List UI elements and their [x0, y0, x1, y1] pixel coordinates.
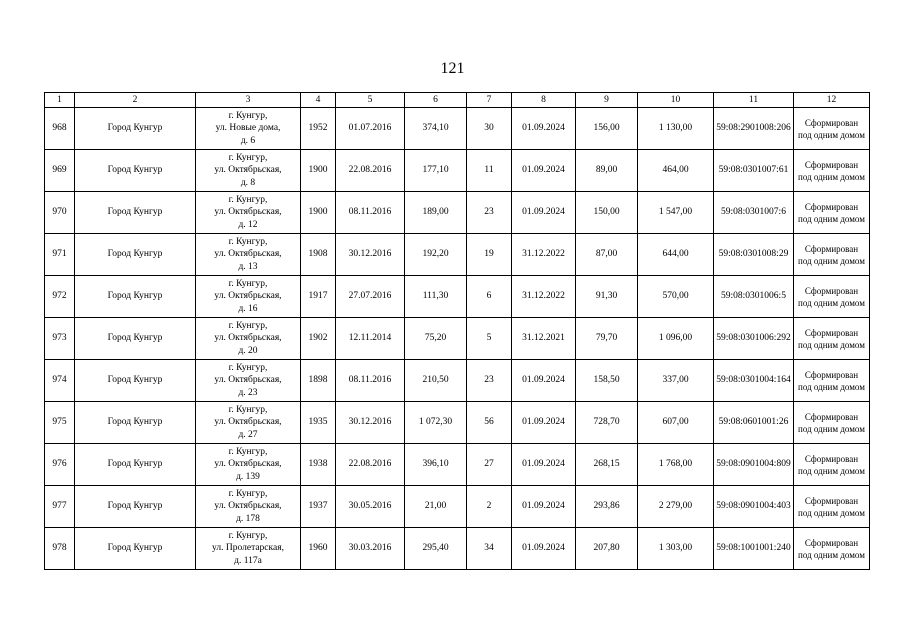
- column-header: 3: [196, 93, 301, 108]
- area-cell: 75,20: [405, 318, 467, 360]
- value2-cell: 337,00: [638, 360, 714, 402]
- date1-cell: 08.11.2016: [336, 360, 405, 402]
- status-line: под одним домом: [798, 171, 865, 182]
- value1-cell: 91,30: [576, 276, 638, 318]
- municipality-cell: Город Кунгур: [75, 234, 196, 276]
- date1-cell: 22.08.2016: [336, 150, 405, 192]
- table-row: [45, 276, 870, 318]
- municipality-cell: Город Кунгур: [75, 276, 196, 318]
- value2-cell: 1 130,00: [638, 108, 714, 150]
- value1-cell: 728,70: [576, 402, 638, 444]
- address-cell: [196, 486, 301, 528]
- address-line: д. 6: [240, 135, 256, 146]
- address-line: г. Кунгур,: [228, 488, 268, 499]
- status-line: под одним домом: [798, 213, 865, 224]
- address-line: д. 13: [238, 261, 258, 272]
- cadastral-number-cell: 59:08:1001001:240: [714, 528, 794, 570]
- status-line: под одним домом: [798, 255, 865, 266]
- status-cell: [794, 276, 870, 318]
- value2-cell: 570,00: [638, 276, 714, 318]
- date2-cell: 31.12.2021: [512, 318, 576, 360]
- column-header: 5: [336, 93, 405, 108]
- value2-cell: 464,00: [638, 150, 714, 192]
- address-line: ул. Октябрьская,: [214, 501, 282, 512]
- value2-cell: 607,00: [638, 402, 714, 444]
- count-cell: 2: [467, 486, 512, 528]
- value2-cell: 2 279,00: [638, 486, 714, 528]
- table-header-row: [45, 93, 870, 108]
- status-line: под одним домом: [798, 297, 865, 308]
- column-header: 12: [794, 93, 870, 108]
- row-number-cell: 975: [45, 402, 75, 444]
- municipality-cell: Город Кунгур: [75, 402, 196, 444]
- year-cell: 1902: [301, 318, 336, 360]
- value2-cell: 644,00: [638, 234, 714, 276]
- column-header: 9: [576, 93, 638, 108]
- area-cell: 374,10: [405, 108, 467, 150]
- status-cell: [794, 402, 870, 444]
- address-line: д. 117а: [234, 555, 262, 566]
- date1-cell: 08.11.2016: [336, 192, 405, 234]
- status-line: под одним домом: [798, 465, 865, 476]
- status-line: Сформирован: [804, 453, 859, 464]
- area-cell: 295,40: [405, 528, 467, 570]
- count-cell: 34: [467, 528, 512, 570]
- date1-cell: 12.11.2014: [336, 318, 405, 360]
- cadastral-number-cell: 59:08:0301007:61: [714, 150, 794, 192]
- address-line: ул. Октябрьская,: [214, 375, 282, 386]
- municipality-cell: Город Кунгур: [75, 486, 196, 528]
- status-line: Сформирован: [804, 117, 859, 128]
- value1-cell: 268,15: [576, 444, 638, 486]
- count-cell: 23: [467, 192, 512, 234]
- year-cell: 1937: [301, 486, 336, 528]
- address-cell: [196, 318, 301, 360]
- address-line: ул. Октябрьская,: [214, 207, 282, 218]
- value2-cell: 1 303,00: [638, 528, 714, 570]
- date2-cell: 01.09.2024: [512, 192, 576, 234]
- address-line: д. 12: [238, 219, 258, 230]
- address-cell: [196, 150, 301, 192]
- address-line: д. 8: [240, 177, 256, 188]
- area-cell: 21,00: [405, 486, 467, 528]
- status-cell: [794, 528, 870, 570]
- address-line: г. Кунгур,: [228, 110, 268, 121]
- address-line: г. Кунгур,: [228, 320, 268, 331]
- status-cell: [794, 318, 870, 360]
- value2-cell: 1 547,00: [638, 192, 714, 234]
- row-number-cell: 968: [45, 108, 75, 150]
- registry-table: [44, 92, 870, 570]
- cadastral-number-cell: 59:08:0301004:164: [714, 360, 794, 402]
- year-cell: 1938: [301, 444, 336, 486]
- status-line: Сформирован: [804, 159, 859, 170]
- address-line: д. 27: [238, 429, 258, 440]
- status-line: под одним домом: [798, 129, 865, 140]
- status-line: под одним домом: [798, 423, 865, 434]
- value1-cell: 87,00: [576, 234, 638, 276]
- column-header: 11: [714, 93, 794, 108]
- address-line: ул. Октябрьская,: [214, 249, 282, 260]
- column-header: 4: [301, 93, 336, 108]
- status-cell: [794, 486, 870, 528]
- date2-cell: 01.09.2024: [512, 360, 576, 402]
- status-cell: [794, 150, 870, 192]
- table-row: [45, 108, 870, 150]
- value1-cell: 158,50: [576, 360, 638, 402]
- column-header: 7: [467, 93, 512, 108]
- date2-cell: 31.12.2022: [512, 276, 576, 318]
- year-cell: 1935: [301, 402, 336, 444]
- address-line: д. 23: [238, 387, 258, 398]
- address-cell: [196, 108, 301, 150]
- area-cell: 177,10: [405, 150, 467, 192]
- column-header: 6: [405, 93, 467, 108]
- row-number-cell: 972: [45, 276, 75, 318]
- count-cell: 11: [467, 150, 512, 192]
- column-header: 2: [75, 93, 196, 108]
- value1-cell: 89,00: [576, 150, 638, 192]
- status-line: Сформирован: [804, 411, 859, 422]
- address-cell: [196, 402, 301, 444]
- municipality-cell: Город Кунгур: [75, 318, 196, 360]
- row-number-cell: 971: [45, 234, 75, 276]
- date1-cell: 30.12.2016: [336, 402, 405, 444]
- year-cell: 1917: [301, 276, 336, 318]
- date1-cell: 30.12.2016: [336, 234, 405, 276]
- year-cell: 1952: [301, 108, 336, 150]
- address-cell: [196, 192, 301, 234]
- municipality-cell: Город Кунгур: [75, 528, 196, 570]
- address-line: г. Кунгур,: [228, 236, 268, 247]
- cadastral-number-cell: 59:08:0301006:292: [714, 318, 794, 360]
- row-number-cell: 977: [45, 486, 75, 528]
- row-number-cell: 978: [45, 528, 75, 570]
- address-line: г. Кунгур,: [228, 446, 268, 457]
- value1-cell: 156,00: [576, 108, 638, 150]
- municipality-cell: Город Кунгур: [75, 360, 196, 402]
- date2-cell: 01.09.2024: [512, 402, 576, 444]
- row-number-cell: 974: [45, 360, 75, 402]
- status-line: под одним домом: [798, 381, 865, 392]
- column-header: 10: [638, 93, 714, 108]
- date2-cell: 01.09.2024: [512, 486, 576, 528]
- address-line: д. 16: [238, 303, 258, 314]
- area-cell: 192,20: [405, 234, 467, 276]
- column-header: 1: [45, 93, 75, 108]
- date1-cell: 27.07.2016: [336, 276, 405, 318]
- row-number-cell: 969: [45, 150, 75, 192]
- date1-cell: 01.07.2016: [336, 108, 405, 150]
- count-cell: 5: [467, 318, 512, 360]
- count-cell: 6: [467, 276, 512, 318]
- municipality-cell: Город Кунгур: [75, 192, 196, 234]
- status-cell: [794, 234, 870, 276]
- area-cell: 396,10: [405, 444, 467, 486]
- status-line: Сформирован: [804, 495, 859, 506]
- address-line: д. 20: [238, 345, 258, 356]
- date1-cell: 30.05.2016: [336, 486, 405, 528]
- address-line: г. Кунгур,: [228, 362, 268, 373]
- address-line: г. Кунгур,: [228, 530, 268, 541]
- cadastral-number-cell: 59:08:0601001:26: [714, 402, 794, 444]
- year-cell: 1908: [301, 234, 336, 276]
- address-line: ул. Октябрьская,: [214, 417, 282, 428]
- address-line: д. 139: [236, 471, 260, 482]
- count-cell: 27: [467, 444, 512, 486]
- value1-cell: 293,86: [576, 486, 638, 528]
- address-cell: [196, 276, 301, 318]
- cadastral-number-cell: 59:08:0301007:6: [714, 192, 794, 234]
- cadastral-number-cell: 59:08:2901008:206: [714, 108, 794, 150]
- address-line: ул. Октябрьская,: [214, 291, 282, 302]
- address-line: г. Кунгур,: [228, 194, 268, 205]
- year-cell: 1900: [301, 150, 336, 192]
- value1-cell: 79,70: [576, 318, 638, 360]
- date2-cell: 31.12.2022: [512, 234, 576, 276]
- year-cell: 1960: [301, 528, 336, 570]
- date2-cell: 01.09.2024: [512, 444, 576, 486]
- address-line: г. Кунгур,: [228, 278, 268, 289]
- value1-cell: 207,80: [576, 528, 638, 570]
- table-row: [45, 528, 870, 570]
- table-row: [45, 150, 870, 192]
- row-number-cell: 976: [45, 444, 75, 486]
- date1-cell: 22.08.2016: [336, 444, 405, 486]
- address-line: ул. Пролетарская,: [212, 543, 284, 554]
- status-line: под одним домом: [798, 507, 865, 518]
- status-line: Сформирован: [804, 369, 859, 380]
- cadastral-number-cell: 59:08:0301006:5: [714, 276, 794, 318]
- area-cell: 111,30: [405, 276, 467, 318]
- table-row: [45, 486, 870, 528]
- count-cell: 19: [467, 234, 512, 276]
- status-line: под одним домом: [798, 549, 865, 560]
- address-line: ул. Новые дома,: [215, 123, 281, 134]
- value2-cell: 1 096,00: [638, 318, 714, 360]
- page-number: 121: [440, 60, 465, 77]
- status-line: под одним домом: [798, 339, 865, 350]
- table-body: [45, 108, 870, 570]
- area-cell: 189,00: [405, 192, 467, 234]
- table-row: [45, 402, 870, 444]
- row-number-cell: 970: [45, 192, 75, 234]
- address-line: д. 178: [236, 513, 260, 524]
- status-cell: [794, 108, 870, 150]
- area-cell: 210,50: [405, 360, 467, 402]
- date2-cell: 01.09.2024: [512, 150, 576, 192]
- municipality-cell: Город Кунгур: [75, 150, 196, 192]
- address-line: ул. Октябрьская,: [214, 333, 282, 344]
- address-line: г. Кунгур,: [228, 152, 268, 163]
- value1-cell: 150,00: [576, 192, 638, 234]
- status-cell: [794, 192, 870, 234]
- area-cell: 1 072,30: [405, 402, 467, 444]
- count-cell: 23: [467, 360, 512, 402]
- column-header: 8: [512, 93, 576, 108]
- address-line: ул. Октябрьская,: [214, 165, 282, 176]
- status-cell: [794, 444, 870, 486]
- status-line: Сформирован: [804, 201, 859, 212]
- cadastral-number-cell: 59:08:0301008:29: [714, 234, 794, 276]
- cadastral-number-cell: 59:08:0901004:809: [714, 444, 794, 486]
- status-line: Сформирован: [804, 327, 859, 338]
- count-cell: 56: [467, 402, 512, 444]
- address-cell: [196, 528, 301, 570]
- cadastral-number-cell: 59:08:0901004:403: [714, 486, 794, 528]
- value2-cell: 1 768,00: [638, 444, 714, 486]
- table-row: [45, 444, 870, 486]
- address-cell: [196, 360, 301, 402]
- count-cell: 30: [467, 108, 512, 150]
- address-line: г. Кунгур,: [228, 404, 268, 415]
- status-cell: [794, 360, 870, 402]
- status-line: Сформирован: [804, 537, 859, 548]
- municipality-cell: Город Кунгур: [75, 108, 196, 150]
- status-line: Сформирован: [804, 243, 859, 254]
- table-row: [45, 234, 870, 276]
- address-cell: [196, 444, 301, 486]
- table-row: [45, 360, 870, 402]
- address-line: ул. Октябрьская,: [214, 459, 282, 470]
- date1-cell: 30.03.2016: [336, 528, 405, 570]
- date2-cell: 01.09.2024: [512, 528, 576, 570]
- year-cell: 1900: [301, 192, 336, 234]
- table-row: [45, 318, 870, 360]
- row-number-cell: 973: [45, 318, 75, 360]
- municipality-cell: Город Кунгур: [75, 444, 196, 486]
- year-cell: 1898: [301, 360, 336, 402]
- table-row: [45, 192, 870, 234]
- status-line: Сформирован: [804, 285, 859, 296]
- address-cell: [196, 234, 301, 276]
- date2-cell: 01.09.2024: [512, 108, 576, 150]
